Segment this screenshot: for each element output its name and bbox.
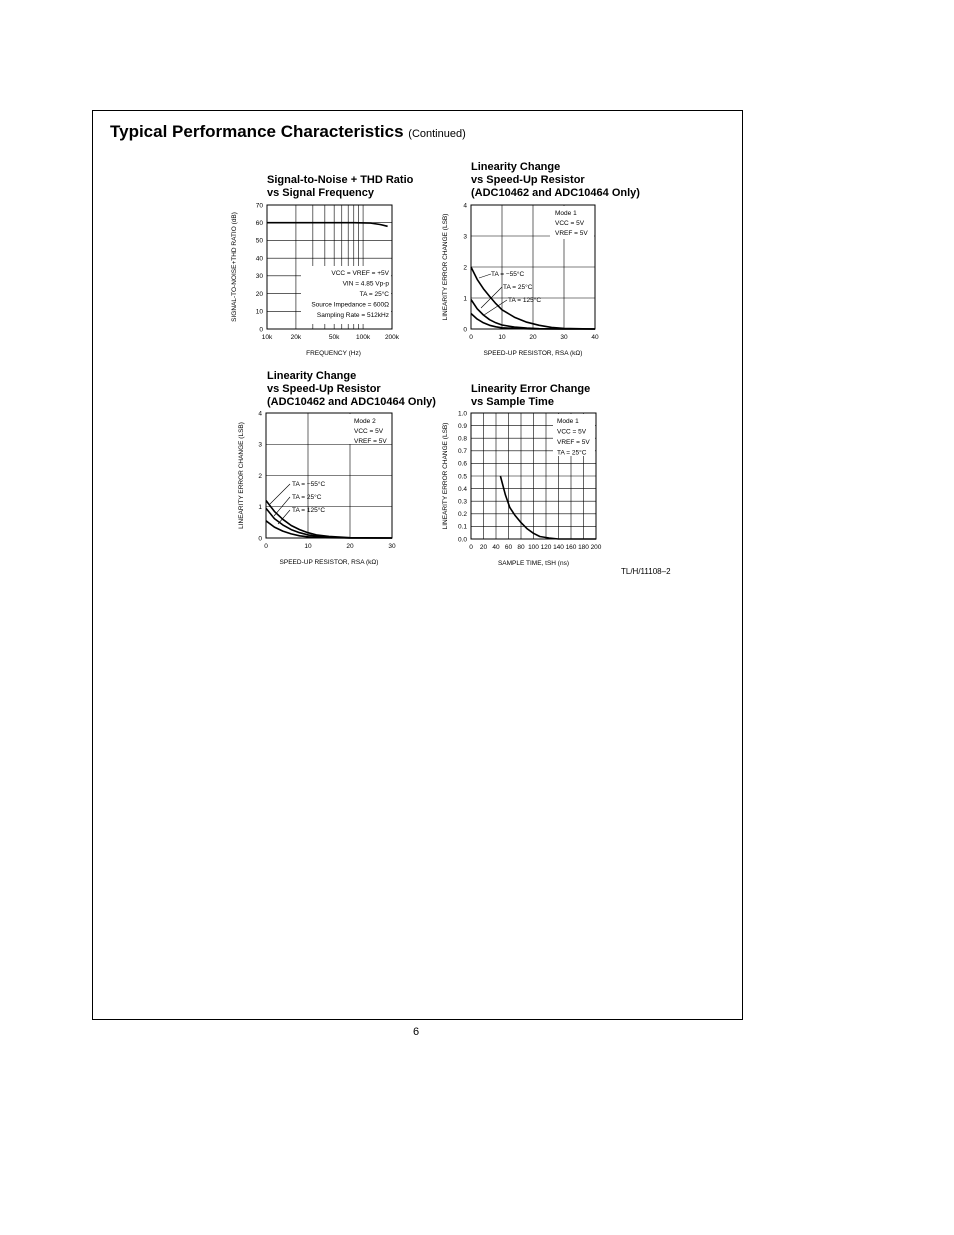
y-tick-label-3: 3 [258,441,262,449]
condition-label-2: TA = 25°C [359,291,389,298]
condition-label-0: Mode 2 [354,418,376,425]
condition-label-3: TA = 25°C [557,449,587,457]
condition-label-2: VREF = 5V [557,439,590,446]
y-tick-label-7: 0.7 [457,448,467,456]
y-tick-label-4: 0.4 [457,485,467,493]
x-tick-label-3: 60 [504,544,513,551]
y-tick-label-3: 3 [463,233,467,241]
y-tick-label-6: 60 [255,220,263,228]
x-tick-label-3: 30 [388,543,396,550]
x-tick-label-2: 20 [346,543,354,550]
y-tick-label-2: 20 [255,290,263,298]
x-tick-label-2: 50k [328,334,340,341]
curve-label-0: TA = −55°C [292,481,326,488]
y-axis-label: LINEARITY ERROR CHANGE (LSB) [442,422,449,530]
condition-label-1: VCC = 5V [557,428,587,436]
condition-label-1: VCC = 5V [555,220,585,227]
chart-3-title-line-2: vs Speed-Up Resistor [267,383,381,395]
linearity-mode1-chart [436,198,608,363]
y-tick-label-4: 40 [255,255,263,263]
y-tick-label-3: 0.3 [457,498,467,506]
x-tick-label-0: 10k [261,334,273,341]
x-axis-label: SPEED-UP RESISTOR, RSA (kΩ) [279,559,379,566]
chart-1-title-line-2: vs Signal Frequency [267,187,374,199]
y-tick-label-1: 0.1 [457,523,467,531]
figure-code: TL/H/11108–2 [621,567,671,576]
y-axis-label: SIGNAL-TO-NOISE+THD RATIO (dB) [231,212,238,322]
y-tick-label-2: 0.2 [457,511,467,519]
condition-label-1: VIN = 4.85 Vp-p [342,280,389,288]
chart-2-title-line-3: (ADC10462 and ADC10464 Only) [471,187,640,199]
chart-2-title [471,161,640,200]
chart-1-title-line-1: Signal-to-Noise + THD Ratio [267,174,414,186]
condition-label-0: Mode 1 [557,418,579,425]
x-axis-label: SPEED-UP RESISTOR, RSA (kΩ) [483,350,583,357]
x-tick-label-6: 120 [540,544,552,551]
x-tick-label-2: 40 [492,544,500,551]
series-line-1 [266,508,392,538]
chart-2-title-line-2: vs Speed-Up Resistor [471,174,585,186]
x-tick-label-4: 40 [591,334,599,341]
series-line-0 [500,476,596,539]
x-tick-label-8: 160 [565,544,577,551]
x-tick-label-9: 180 [578,544,589,551]
sample-time-chart [436,406,608,571]
x-axis-label: FREQUENCY (Hz) [306,350,361,357]
y-tick-label-6: 0.6 [457,460,467,468]
curve-label-1: TA = 25°C [503,284,533,291]
curve-label-0: TA = −55°C [491,271,525,278]
curve-label-1: TA = 25°C [292,494,322,501]
page-frame [92,110,743,1020]
y-tick-label-5: 0.5 [457,473,467,481]
linearity-mode2-chart [232,406,408,571]
series-line-2 [266,521,392,538]
x-tick-label-1: 10 [498,334,506,341]
y-axis-label: LINEARITY ERROR CHANGE (LSB) [442,213,449,321]
x-tick-label-1: 20k [290,334,302,341]
x-tick-label-3: 100k [356,334,371,341]
chart-4-title-line-1: Linearity Error Change [471,383,591,395]
chart-2-title-line-1: Linearity Change [471,161,561,173]
curve-leader-0 [479,274,491,278]
y-tick-label-2: 2 [258,472,262,480]
section-heading [110,122,466,142]
chart-3-title [267,370,436,409]
condition-label-2: VREF = 5V [555,230,588,237]
y-tick-label-10: 1.0 [457,410,467,418]
chart-3-title-line-1: Linearity Change [267,370,357,382]
x-tick-label-4: 200k [384,334,400,341]
y-tick-label-9: 0.9 [457,422,467,430]
x-tick-label-1: 10 [304,543,312,550]
x-tick-label-0: 0 [469,544,473,551]
y-tick-label-3: 30 [255,273,263,281]
page-number: 6 [413,1026,420,1038]
y-tick-label-1: 1 [463,295,467,303]
y-tick-label-1: 1 [258,504,262,512]
y-tick-label-4: 4 [258,410,262,418]
series-line-0 [267,223,388,227]
y-tick-label-2: 2 [463,264,467,272]
y-tick-label-4: 4 [463,202,467,210]
y-tick-label-5: 50 [255,237,263,245]
condition-label-4: Sampling Rate = 512kHz [316,312,389,319]
y-tick-label-7: 70 [255,202,263,210]
y-tick-label-8: 0.8 [457,435,467,443]
x-tick-label-4: 80 [517,544,525,551]
chart-3-title-line-3: (ADC10462 and ADC10464 Only) [267,396,436,408]
x-tick-label-1: 20 [479,544,488,551]
x-tick-label-0: 0 [469,334,473,341]
x-tick-label-3: 30 [560,334,568,341]
condition-label-3: Source Impedance = 600Ω [311,301,389,309]
y-tick-label-0: 0 [259,326,263,334]
curve-label-2: TA = 125°C [508,297,542,304]
x-tick-label-10: 200 [590,544,602,551]
condition-label-0: VCC = VREF = +5V [331,270,389,277]
heading-continued: (Continued) [408,128,466,140]
x-axis-label: SAMPLE TIME, tSH (ns) [497,560,570,567]
heading-title: Typical Performance Characteristics [110,122,404,141]
x-tick-label-2: 20 [529,334,537,341]
condition-label-1: VCC = 5V [354,428,384,435]
x-tick-label-5: 100 [528,544,539,551]
x-tick-label-0: 0 [264,543,268,550]
chart-4-title-line-2: vs Sample Time [471,396,554,408]
y-tick-label-1: 10 [255,308,263,316]
condition-label-0: Mode 1 [555,210,577,217]
y-tick-label-0: 0.0 [457,536,467,544]
y-tick-label-0: 0 [463,326,467,334]
x-tick-label-7: 140 [553,544,564,551]
y-tick-label-0: 0 [258,535,262,543]
y-axis-label: LINEARITY ERROR CHANGE (LSB) [238,422,245,529]
snr-thd-chart [226,198,406,363]
curve-label-2: TA = 125°C [292,507,326,514]
condition-label-2: VREF = 5V [354,438,387,445]
chart-1-title [267,174,413,200]
